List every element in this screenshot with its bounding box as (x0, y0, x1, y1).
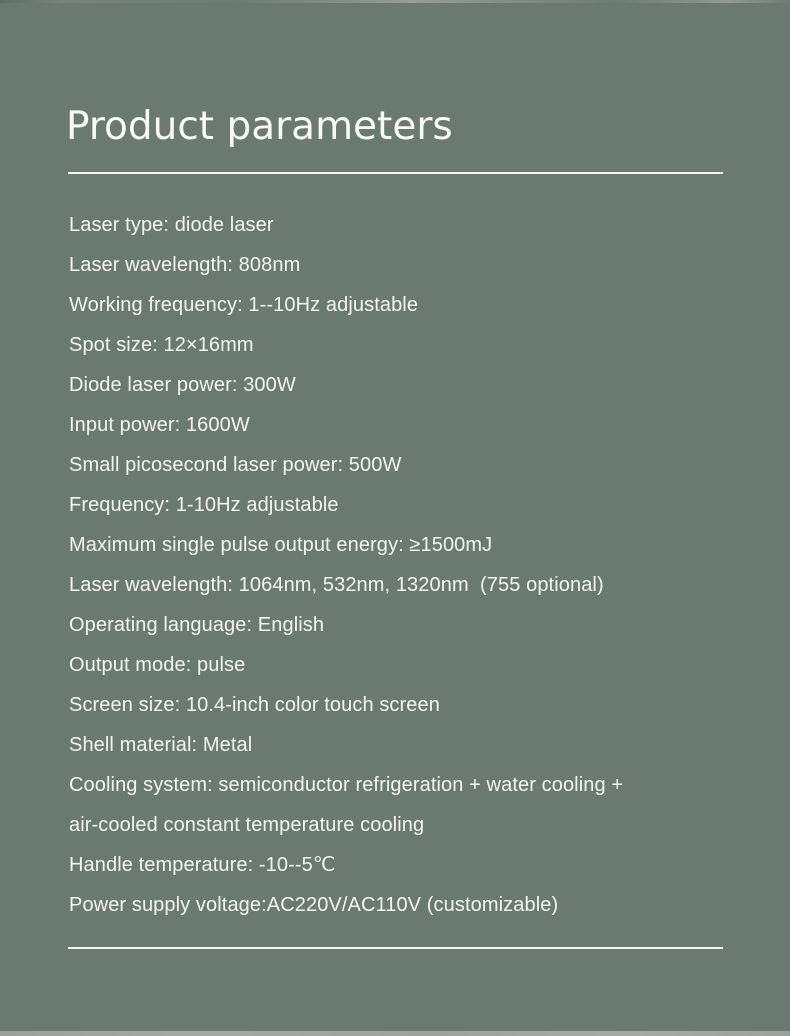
spec-line-working-frequency: Working frequency: 1--10Hz adjustable (69, 294, 419, 316)
page-title: Product parameters (66, 104, 453, 150)
spec-line-spot-size: Spot size: 12×16mm (69, 334, 254, 356)
spec-line-input-power: Input power: 1600W (69, 414, 250, 436)
spec-line-picosecond-laser-power: Small picosecond laser power: 500W (69, 454, 402, 476)
top-edge-strip (0, 0, 790, 3)
spec-line-operating-language: Operating language: English (69, 614, 325, 636)
spec-line-laser-wavelengths: Laser wavelength: 1064nm, 532nm, 1320nm (755 optional) (69, 574, 604, 596)
top-divider (68, 172, 723, 174)
bottom-divider (68, 947, 723, 949)
spec-line-max-pulse-energy: Maximum single pulse output energy: ≥1500mJ (69, 534, 493, 556)
spec-line-output-mode: Output mode: pulse (69, 654, 246, 676)
spec-line-laser-type: Laser type: diode laser (69, 214, 274, 236)
spec-line-diode-laser-power: Diode laser power: 300W (69, 374, 296, 396)
spec-line-laser-wavelength: Laser wavelength: 808nm (69, 254, 301, 276)
spec-list (69, 205, 739, 925)
bottom-edge-strip (0, 1031, 790, 1036)
spec-line-screen-size: Screen size: 10.4-inch color touch screen (69, 694, 440, 716)
spec-line-cooling-system: Cooling system: semiconductor refrigeration + water cooling + (69, 774, 624, 796)
spec-line-power-supply-voltage: Power supply voltage:AC220V/AC110V (customizable) (69, 894, 559, 916)
spec-line-handle-temperature: Handle temperature: -10--5℃ (69, 854, 336, 876)
spec-line-cooling-system-continued: air-cooled constant temperature cooling (69, 814, 425, 836)
spec-line-shell-material: Shell material: Metal (69, 734, 253, 756)
spec-line-frequency: Frequency: 1-10Hz adjustable (69, 494, 339, 516)
